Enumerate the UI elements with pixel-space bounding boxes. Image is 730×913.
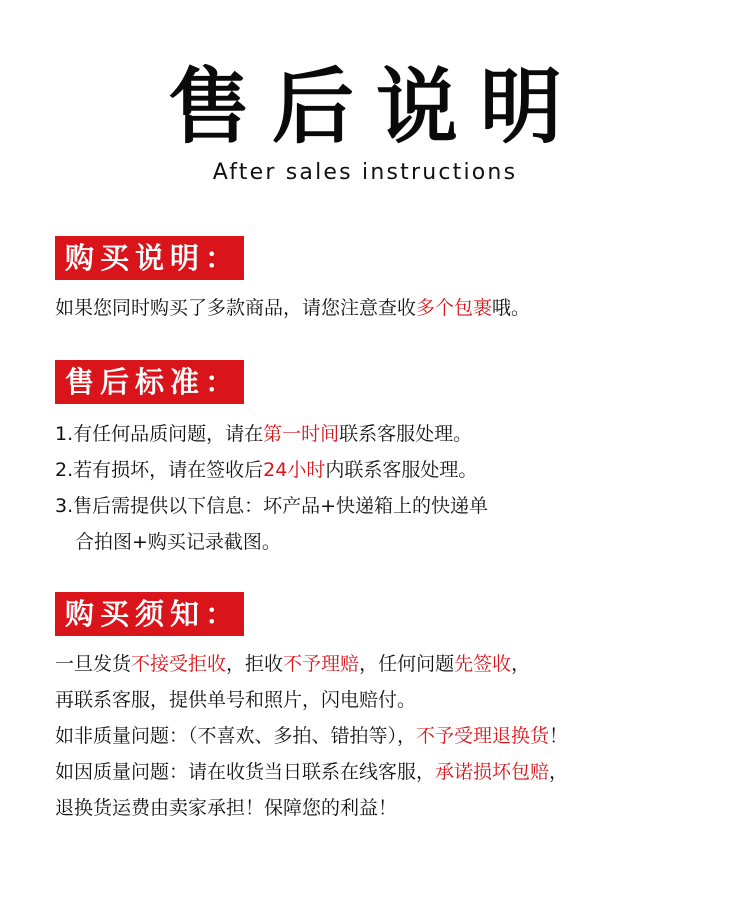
purchase-notice-heading: 购买须知： <box>55 592 244 636</box>
standard-item-3-line-2: 合拍图+购买记录截图。 <box>75 531 281 553</box>
purchase-notice-section <box>55 592 695 826</box>
text-segment: 如非质量问题：（不喜欢、多拍、错拍等）， <box>55 725 417 747</box>
highlight-text: 不接受拒收 <box>131 653 227 675</box>
highlight-text: 24小时 <box>263 459 326 481</box>
page-title: 售后说明 <box>167 60 584 155</box>
highlight-text: 第一时间 <box>263 423 340 445</box>
aftersales-standard-section <box>55 360 695 560</box>
notice-line-2: 再联系客服，提供单号和照片，闪电赔付。 <box>55 689 417 711</box>
standard-item-1 <box>55 416 695 452</box>
page-subtitle: After sales instructions <box>212 160 518 185</box>
text-segment: 1.有任何品质问题，请在 <box>55 423 264 445</box>
notice-line-4 <box>55 754 695 790</box>
text-segment: 一旦发货 <box>55 653 132 675</box>
purchase-notes-heading: 购买说明： <box>55 236 244 280</box>
notice-line-3 <box>55 718 695 754</box>
highlight-text: 承诺损坏包赔 <box>435 761 550 783</box>
text-segment: ，拒收 <box>226 653 284 675</box>
notice-line-5: 退换货运费由卖家承担！保障您的利益！ <box>55 797 398 819</box>
purchase-notes-section <box>55 236 695 326</box>
text-segment: 内联系客服处理。 <box>325 459 478 481</box>
highlight-text: 多个包裹 <box>416 297 493 319</box>
purchase-notes-line <box>55 290 695 326</box>
notice-line-1 <box>55 646 695 682</box>
highlight-text: 先签收 <box>454 653 512 675</box>
standard-item-2 <box>55 452 695 488</box>
text-segment: 联系客服处理。 <box>339 423 473 445</box>
text-segment: 哦。 <box>492 297 531 319</box>
text-segment: ！ <box>549 725 569 747</box>
highlight-text: 不予受理退换货 <box>416 725 550 747</box>
standard-item-3-line-1: 3.售后需提供以下信息：坏产品+快递箱上的快递单 <box>55 495 489 517</box>
highlight-text: 不予理赔 <box>283 653 360 675</box>
text-segment: 如因质量问题：请在收货当日联系在线客服， <box>55 761 436 783</box>
aftersales-standard-heading: 售后标准： <box>55 360 244 404</box>
text-segment: ， <box>511 653 531 675</box>
text-segment: 2.若有损坏，请在签收后 <box>55 459 264 481</box>
text-segment: ， <box>549 761 569 783</box>
text-segment: ，任何问题 <box>359 653 455 675</box>
text-segment: 如果您同时购买了多款商品，请您注意查收 <box>55 297 417 319</box>
